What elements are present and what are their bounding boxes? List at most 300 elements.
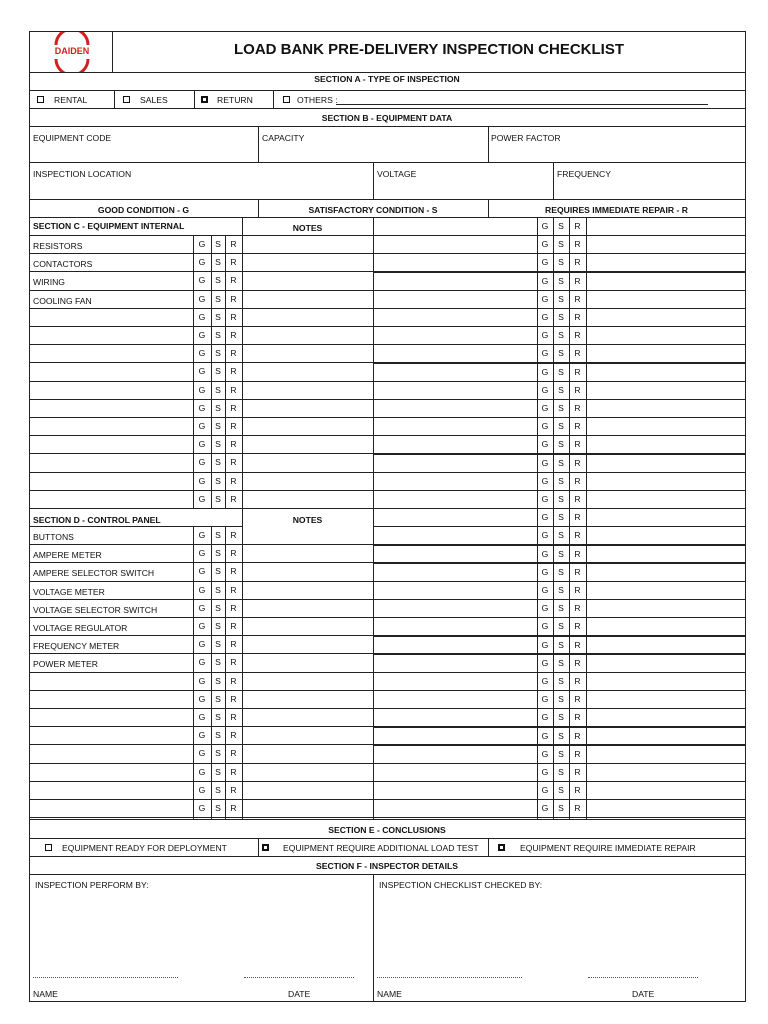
grade-cell-right-s: S (558, 530, 564, 541)
table-row (29, 599, 745, 600)
grade-cell-right-s: S (558, 785, 564, 796)
grade-cell-right-r: R (574, 257, 581, 268)
rule-line (258, 838, 259, 856)
grade-cell-left-r: R (230, 566, 237, 577)
grade-cell-right-r: R (574, 512, 581, 523)
grade-cell-right-r: R (574, 457, 581, 468)
checklist-item-label: COOLING FAN (33, 295, 92, 306)
table-row (29, 490, 745, 491)
grade-cell-right-g: G (541, 676, 549, 686)
grade-cell-right-r: R (574, 239, 581, 250)
grade-cell-right-r: R (574, 421, 581, 432)
rule-line (373, 235, 745, 236)
checklist-item-label: AMPERE METER (33, 550, 102, 561)
inspection-performed-by-label: INSPECTION PERFORM BY: (35, 880, 149, 890)
rule-line (258, 126, 259, 162)
grade-cell-left-g: G (198, 639, 206, 650)
grade-cell-left-r: R (230, 384, 237, 395)
section-a-row-bottom (29, 108, 745, 109)
table-row (29, 726, 745, 727)
checkbox-conclusion-1[interactable] (262, 844, 269, 851)
grade-cell-left-g: G (198, 621, 206, 631)
grade-cell-right-s: S (558, 293, 564, 304)
grade-cell-right-r: R (574, 676, 581, 686)
grade-cell-right-g: G (541, 803, 549, 814)
inspection-location-label: INSPECTION LOCATION (33, 169, 132, 179)
table-row (29, 326, 745, 327)
grade-cell-right-s: S (558, 548, 564, 559)
table-row (29, 344, 745, 345)
grade-cell-right-r: R (574, 530, 581, 541)
table-row (29, 508, 745, 509)
grade-cell-left-r: R (230, 657, 237, 668)
grade-cell-left-r: R (230, 693, 237, 704)
frame-right (745, 31, 746, 1001)
grade-cell-right-r: R (574, 384, 581, 395)
grade-cell-left-r: R (230, 748, 237, 759)
table-row (29, 271, 745, 272)
grade-cell-right-g: G (541, 785, 549, 796)
grade-cell-left-g: G (198, 475, 206, 486)
frequency-label: FREQUENCY (557, 169, 611, 179)
grade-cell-right-s: S (558, 639, 564, 650)
capacity-label: CAPACITY (262, 133, 305, 143)
checklist-item-label: WIRING (33, 277, 65, 288)
grade-cell-right-s: S (558, 366, 564, 377)
grade-cell-left-r: R (230, 639, 237, 650)
grade-cell-right-r: R (574, 657, 581, 668)
page-title: LOAD BANK PRE-DELIVERY INSPECTION CHECKLIST (233, 41, 625, 58)
grade-cell-right-s: S (558, 676, 564, 686)
section-b-title-bottom (29, 126, 745, 127)
frame-bottom (29, 1001, 746, 1002)
date-label-left: DATE (288, 989, 311, 999)
section-a-title: SECTION A - TYPE OF INSPECTION (314, 74, 460, 84)
grade-cell-left-s: S (215, 530, 221, 540)
grade-cell-left-s: S (215, 548, 221, 559)
grade-cell-right-r: R (574, 603, 581, 614)
grade-cell-left-s: S (215, 239, 221, 249)
grade-cell-left-s: S (215, 493, 221, 504)
grade-cell-right-g: G (541, 257, 549, 268)
rule-line (373, 526, 745, 527)
table-row (29, 817, 745, 818)
grade-cell-left-r: R (230, 803, 237, 813)
grade-cell-left-s: S (215, 693, 221, 704)
checklist-item-label: VOLTAGE METER (33, 586, 105, 597)
table-row (29, 308, 745, 309)
rule-line (488, 126, 489, 162)
table-row (29, 672, 745, 673)
grade-cell-left-r: R (230, 257, 237, 268)
grade-cell-left-g: G (198, 730, 206, 741)
name-label-left: NAME (33, 989, 58, 999)
logo-text: DAIDEN (54, 46, 90, 56)
type-option-label-2: RETURN (217, 95, 253, 105)
date-label-right: DATE (632, 989, 655, 999)
grade-cell-right-g: G (541, 275, 549, 286)
grade-cell-right-r: R (574, 366, 581, 377)
table-bottom (29, 819, 745, 820)
grade-cell-right-r: R (574, 293, 581, 304)
grade-cell-left-r: R (230, 439, 237, 450)
table-row (29, 562, 745, 563)
grade-cell-left-r: R (230, 366, 237, 377)
grade-cell-right-g: G (541, 384, 549, 395)
grade-cell-right-r: R (574, 785, 581, 796)
grade-cell-right-r: R (574, 403, 581, 413)
grade-cell-left-r: R (230, 475, 237, 486)
grade-cell-right-s: S (558, 475, 564, 486)
grade-cell-left-r: R (230, 548, 237, 559)
grade-cell-right-g: G (541, 694, 549, 705)
grade-cell-right-s: S (558, 494, 564, 504)
grade-cell-left-r: R (230, 675, 237, 686)
rule-line (488, 838, 489, 856)
checkbox-type-1[interactable] (123, 96, 130, 103)
checklist-item-label: FREQUENCY METER (33, 641, 120, 652)
grade-cell-right-s: S (558, 239, 564, 250)
grade-cell-right-s: S (558, 621, 564, 632)
grade-cell-left-g: G (198, 803, 206, 813)
grade-cell-right-r: R (574, 221, 581, 231)
grade-cell-left-r: R (230, 421, 237, 431)
grade-cell-left-g: G (198, 584, 206, 595)
grade-cell-left-r: R (230, 584, 237, 595)
conclusion-option-label-0: EQUIPMENT READY FOR DEPLOYMENT (62, 843, 227, 853)
grade-cell-right-g: G (541, 457, 549, 468)
section-f-divider (373, 874, 374, 1001)
grade-cell-left-g: G (198, 384, 206, 395)
grade-cell-right-g: G (541, 621, 549, 632)
grade-cell-right-r: R (574, 348, 581, 359)
grade-cell-left-g: G (198, 784, 206, 795)
section-a-title-bottom (29, 90, 745, 91)
grade-cell-left-s: S (215, 584, 221, 595)
checkbox-type-3[interactable] (283, 96, 290, 103)
section-d-notes-label: NOTES (292, 515, 323, 525)
grade-cell-left-r: R (230, 493, 237, 504)
signature-name-line-right[interactable] (377, 977, 522, 978)
rule-line (553, 162, 554, 199)
grade-cell-left-s: S (215, 348, 221, 359)
grade-cell-right-g: G (541, 748, 549, 759)
type-option-label-3: OTHERS : (297, 95, 338, 105)
grade-cell-right-r: R (574, 548, 581, 559)
others-input-line[interactable] (336, 104, 708, 105)
legend-repair: REQUIRES IMMEDIATE REPAIR - R (545, 205, 688, 215)
grade-cell-right-s: S (558, 348, 564, 359)
grade-cell-left-g: G (198, 493, 206, 504)
grade-cell-right-g: G (541, 239, 549, 250)
section-f-title-bottom (29, 874, 745, 875)
grade-cell-right-s: S (558, 657, 564, 668)
checklist-item-label: AMPERE SELECTOR SWITCH (33, 568, 155, 579)
grade-cell-left-r: R (230, 621, 237, 631)
grade-cell-left-g: G (198, 402, 206, 413)
grade-cell-left-g: G (198, 275, 206, 286)
rule-line (258, 199, 259, 217)
grade-cell-left-r: R (230, 311, 237, 322)
signature-date-line-left[interactable] (244, 977, 354, 978)
checklist-item-label: VOLTAGE SELECTOR SWITCH (33, 604, 158, 615)
grade-cell-right-g: G (541, 494, 549, 504)
rule-line (488, 199, 489, 217)
grade-cell-left-s: S (215, 766, 221, 777)
checkbox-conclusion-2[interactable] (498, 844, 505, 851)
grade-cell-right-r: R (574, 694, 581, 705)
grade-cell-left-g: G (198, 366, 206, 377)
grade-cell-left-s: S (215, 402, 221, 413)
grade-cell-left-r: R (230, 712, 237, 722)
grade-cell-left-s: S (215, 457, 221, 468)
grade-cell-left-r: R (230, 239, 237, 249)
grade-cell-right-g: G (541, 585, 549, 595)
grade-cell-left-r: R (230, 348, 237, 359)
grade-cell-right-r: R (574, 621, 581, 632)
grade-cell-right-g: G (541, 348, 549, 359)
grade-cell-right-s: S (558, 512, 564, 523)
grade-cell-right-r: R (574, 275, 581, 286)
checklist-item-label: CONTACTORS (33, 259, 93, 270)
grade-cell-left-s: S (215, 366, 221, 377)
grade-cell-right-s: S (558, 403, 564, 413)
grade-cell-left-s: S (215, 566, 221, 577)
table-row (29, 381, 745, 382)
logo-divider (112, 31, 113, 72)
grade-cell-right-s: S (558, 312, 564, 322)
grade-cell-right-g: G (541, 603, 549, 614)
grade-cell-right-s: S (558, 275, 564, 286)
table-row (29, 544, 745, 545)
grade-cell-right-g: G (541, 730, 549, 741)
grade-cell-right-g: G (541, 330, 549, 341)
grade-cell-left-r: R (230, 293, 237, 304)
grade-cell-left-r: R (230, 330, 237, 340)
legend-good: GOOD CONDITION - G (97, 205, 190, 215)
table-row (29, 763, 745, 764)
grade-cell-left-g: G (198, 566, 206, 577)
grade-cell-left-s: S (215, 439, 221, 450)
voltage-label: VOLTAGE (377, 169, 417, 179)
grade-cell-right-g: G (541, 512, 549, 523)
type-option-label-0: RENTAL (54, 95, 88, 105)
grade-cell-left-g: G (198, 257, 206, 268)
rule-line (114, 90, 115, 108)
checklist-item-label: POWER METER (33, 659, 98, 670)
grade-cell-right-s: S (558, 566, 564, 577)
grade-cell-left-r: R (230, 457, 237, 468)
header-bottom (29, 72, 745, 73)
table-row (29, 253, 745, 254)
grade-cell-right-r: R (574, 803, 581, 814)
grade-cell-right-g: G (541, 548, 549, 559)
grade-cell-left-s: S (215, 293, 221, 304)
grade-cell-right-r: R (574, 639, 581, 650)
rule-line (29, 199, 745, 200)
grade-cell-right-g: G (541, 767, 549, 777)
grade-cell-left-g: G (198, 712, 206, 722)
power-factor-label: POWER FACTOR (491, 133, 561, 143)
checklist-item-label: RESISTORS (33, 241, 83, 251)
checkbox-conclusion-0[interactable] (45, 844, 52, 851)
grade-cell-left-s: S (215, 421, 221, 431)
legend-satisfactory: SATISFACTORY CONDITION - S (308, 205, 438, 215)
section-f-title: SECTION F - INSPECTOR DETAILS (316, 861, 458, 871)
grade-cell-left-r: R (230, 784, 237, 795)
grade-cell-left-s: S (215, 475, 221, 486)
frame-top (29, 31, 746, 32)
legend-bottom (29, 217, 745, 218)
grade-cell-left-g: G (198, 457, 206, 468)
grade-cell-right-s: S (558, 421, 564, 432)
rule-line (373, 162, 374, 199)
grade-cell-left-g: G (198, 239, 206, 249)
table-row (29, 581, 745, 582)
grade-cell-left-s: S (215, 748, 221, 759)
grade-cell-left-s: S (215, 803, 221, 813)
grade-cell-right-g: G (541, 403, 549, 413)
grade-cell-right-g: G (541, 221, 549, 231)
grade-cell-right-r: R (574, 712, 581, 723)
table-row (29, 417, 745, 418)
company-logo (40, 32, 104, 72)
grade-cell-right-r: R (574, 475, 581, 486)
grade-cell-right-g: G (541, 566, 549, 577)
grade-cell-left-s: S (215, 657, 221, 668)
grade-cell-left-s: S (215, 257, 221, 268)
grade-cell-left-s: S (215, 784, 221, 795)
grade-cell-left-g: G (198, 293, 206, 304)
section-d-title: SECTION D - CONTROL PANEL (33, 515, 161, 525)
checkbox-type-2[interactable] (201, 96, 208, 103)
grade-cell-right-r: R (574, 566, 581, 577)
section-e-title: SECTION E - CONCLUSIONS (328, 825, 446, 835)
checkbox-type-0[interactable] (37, 96, 44, 103)
table-row (29, 799, 745, 800)
grade-cell-right-r: R (574, 730, 581, 741)
table-row (29, 290, 745, 291)
section-b-title: SECTION B - EQUIPMENT DATA (321, 113, 453, 123)
grade-cell-left-s: S (215, 384, 221, 395)
grade-cell-left-g: G (198, 530, 206, 540)
grade-cell-right-s: S (558, 748, 564, 759)
signature-date-line-right[interactable] (588, 977, 698, 978)
grade-cell-left-r: R (230, 275, 237, 286)
grade-cell-right-g: G (541, 639, 549, 650)
checklist-item-label: BUTTONS (33, 532, 74, 542)
grade-cell-left-s: S (215, 602, 221, 613)
section-c-title: SECTION C - EQUIPMENT INTERNAL (33, 221, 185, 231)
grade-cell-right-s: S (558, 694, 564, 705)
grade-cell-right-s: S (558, 257, 564, 268)
type-option-label-1: SALES (140, 95, 168, 105)
grade-cell-left-s: S (215, 675, 221, 686)
table-row (29, 781, 745, 782)
grade-cell-left-g: G (198, 348, 206, 359)
grade-cell-right-g: G (541, 657, 549, 668)
grade-cell-right-r: R (574, 312, 581, 322)
grade-cell-right-s: S (558, 439, 564, 450)
grade-cell-left-r: R (230, 602, 237, 613)
grade-cell-right-r: R (574, 494, 581, 504)
grade-cell-right-s: S (558, 803, 564, 814)
grade-cell-right-s: S (558, 712, 564, 723)
conclusion-option-label-2: EQUIPMENT REQUIRE IMMEDIATE REPAIR (520, 843, 696, 853)
grade-cell-left-g: G (198, 330, 206, 340)
table-row (29, 690, 745, 691)
grade-cell-right-g: G (541, 421, 549, 432)
grade-cell-left-r: R (230, 766, 237, 777)
grade-cell-right-r: R (574, 585, 581, 595)
grade-cell-left-s: S (215, 712, 221, 722)
grade-cell-left-g: G (198, 748, 206, 759)
rule-line (273, 90, 274, 108)
grade-cell-right-s: S (558, 221, 564, 231)
grade-cell-left-s: S (215, 311, 221, 322)
grade-cell-left-g: G (198, 693, 206, 704)
grade-cell-left-s: S (215, 275, 221, 286)
equipment-code-label: EQUIPMENT CODE (33, 133, 112, 143)
grade-cell-right-g: G (541, 366, 549, 377)
grade-cell-right-g: G (541, 712, 549, 723)
grade-cell-left-s: S (215, 621, 221, 631)
grade-cell-left-g: G (198, 439, 206, 450)
section-e-title-bottom (29, 838, 745, 839)
grade-cell-left-s: S (215, 639, 221, 650)
grade-cell-left-r: R (230, 530, 237, 540)
section-c-notes-label: NOTES (292, 223, 323, 233)
table-row (29, 362, 745, 363)
grade-cell-right-s: S (558, 384, 564, 395)
table-row (29, 744, 745, 745)
grade-cell-right-s: S (558, 603, 564, 614)
grade-cell-left-g: G (198, 675, 206, 686)
grade-cell-left-g: G (198, 766, 206, 777)
grade-cell-right-s: S (558, 330, 564, 341)
rule-line (194, 90, 195, 108)
grade-cell-right-r: R (574, 439, 581, 450)
grade-cell-left-s: S (215, 330, 221, 340)
table-row (29, 653, 745, 654)
table-row (29, 435, 745, 436)
grade-cell-right-r: R (574, 748, 581, 759)
table-row (29, 472, 745, 473)
conclusion-option-label-1: EQUIPMENT REQUIRE ADDITIONAL LOAD TEST (283, 843, 479, 853)
grade-cell-right-r: R (574, 330, 581, 341)
checklist-item-label: VOLTAGE REGULATOR (33, 623, 128, 633)
grade-cell-right-s: S (558, 730, 564, 741)
grade-cell-right-g: G (541, 439, 549, 450)
grade-cell-left-s: S (215, 730, 221, 741)
grade-cell-left-r: R (230, 402, 237, 413)
table-row (29, 708, 745, 709)
grade-cell-left-g: G (198, 548, 206, 559)
signature-name-line-left[interactable] (33, 977, 178, 978)
grade-cell-left-g: G (198, 602, 206, 613)
grade-cell-left-r: R (230, 730, 237, 741)
section-e-bottom (29, 856, 745, 857)
checklist-checked-by-label: INSPECTION CHECKLIST CHECKED BY: (379, 880, 543, 890)
grade-cell-right-r: R (574, 767, 581, 777)
grade-cell-right-g: G (541, 312, 549, 322)
grade-cell-right-s: S (558, 585, 564, 595)
grade-cell-right-g: G (541, 293, 549, 304)
rule-line (29, 162, 745, 163)
grade-cell-right-g: G (541, 475, 549, 486)
grade-cell-right-s: S (558, 767, 564, 777)
table-row (29, 399, 745, 400)
